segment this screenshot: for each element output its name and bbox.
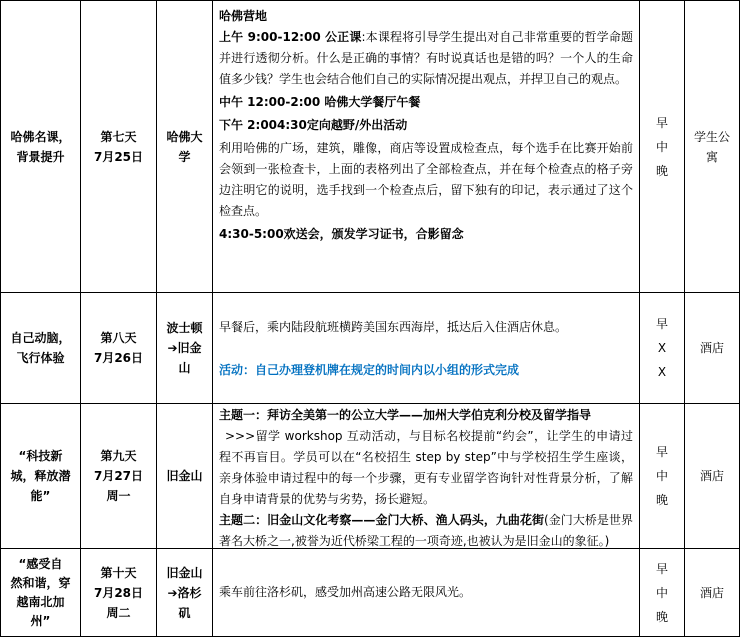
- place-line: 哈佛大: [166, 129, 203, 144]
- meal-lunch: X: [657, 341, 667, 355]
- morning-session: [219, 27, 633, 90]
- content-cell: [219, 6, 633, 245]
- place-line: 波士顿: [166, 321, 203, 335]
- lodging-line: 酒店: [699, 341, 724, 355]
- meal-lunch: 中: [655, 585, 668, 600]
- place-line: 学: [178, 149, 191, 164]
- lodging-cell: [685, 404, 739, 548]
- column-border: [212, 0, 213, 637]
- day-cell: [81, 293, 156, 403]
- place-cell: [157, 293, 212, 403]
- theme-line: 越南北加: [16, 594, 65, 609]
- place-line: 矶: [178, 605, 191, 620]
- content-cell: [219, 582, 633, 603]
- date-label: 7月26日: [93, 351, 144, 365]
- morning-label: 上午 9:00-12:00 公正课: [219, 30, 362, 44]
- place-cell: [157, 549, 212, 636]
- day-label: 第十天: [100, 565, 137, 580]
- date-label: 7月28日: [93, 585, 144, 600]
- meals-cell: [640, 1, 684, 292]
- meal-dinner: 晚: [655, 609, 668, 624]
- theme-line: “感受自: [18, 556, 63, 571]
- topic-two: [219, 510, 633, 552]
- topic-one-title: 主题一：拜访全美第一的公立大学——加州大学伯克利分校及留学指导: [219, 408, 592, 422]
- content-text: 乘车前往洛杉矶，感受加州高速公路无限风光。: [219, 585, 472, 599]
- meals-cell: [640, 404, 684, 548]
- lodging-line: 学生公: [693, 129, 730, 144]
- meal-breakfast: 早: [655, 115, 668, 130]
- afternoon-text: 利用哈佛的广场，建筑，雕像，商店等设置成检查点，每个选手在比赛开始前会领到一张检查卡，上面的表格列出了全部检查点，并在每个检查点的格子旁边注明它的说明，选手找到一个检查点后，留下独有的印记，表示通过了这个检查点。: [219, 141, 633, 218]
- place-line: 旧金山: [166, 565, 203, 580]
- day-label: 第九天: [100, 449, 137, 463]
- lodging-line: 酒店: [699, 469, 724, 483]
- meal-breakfast: 早: [655, 445, 668, 459]
- day-cell: [81, 404, 156, 548]
- meal-lunch: 中: [655, 469, 668, 483]
- meal-lunch: 中: [655, 139, 668, 154]
- place-line: 旧金山: [166, 469, 203, 483]
- theme-line: 能”: [30, 489, 51, 503]
- topic-one-text: >>>留学 workshop 互动活动，与目标名校提前“约会”，让学生的申请过程不再盲目。学员可以在“名校招生 step by step”中与学校招生学生座谈，亲身体验申请过程中的每一个步骤，更有专业留学咨询针对性背景分析，了解自身申请背景的优势与劣势，扬长避短。: [219, 429, 633, 506]
- content-heading: 哈佛营地: [219, 9, 268, 23]
- place-cell: [157, 1, 212, 292]
- day-label: 第七天: [100, 129, 137, 144]
- closing-session: 4:30-5:00欢送会，颁发学习证书，合影留念: [219, 227, 464, 241]
- weekday-label: 周一: [106, 489, 131, 503]
- content-cell: [219, 405, 633, 552]
- place-cell: [157, 404, 212, 548]
- topic-two-text: (金门大桥是世界著名大桥之一,被誉为近代桥梁工程的一项奇迹,也被认为是旧金山的象征。): [219, 513, 633, 548]
- noon-session: 中午 12:00-2:00 哈佛大学餐厅午餐: [219, 95, 421, 109]
- theme-line: 州”: [30, 613, 51, 628]
- meal-dinner: X: [657, 365, 667, 379]
- lodging-line: 酒店: [699, 585, 724, 600]
- theme-line: “科技新: [18, 449, 63, 463]
- theme-line: 飞行体验: [16, 351, 65, 365]
- place-line: ➔旧金: [167, 341, 202, 355]
- afternoon-session: 下午 2:004:30定向越野/外出活动: [219, 118, 408, 132]
- theme-line: 城，释放潜: [10, 469, 71, 483]
- theme-line: 哈佛名课，: [10, 129, 71, 144]
- theme-line: 自己动脑，: [10, 331, 71, 345]
- day-label: 第八天: [100, 331, 137, 345]
- content-text: 早餐后，乘内陆段航班横跨美国东西海岸，抵达后入住酒店休息。: [219, 320, 568, 334]
- theme-cell: [1, 404, 80, 548]
- place-line: ➔洛杉: [167, 585, 202, 600]
- day-cell: [81, 549, 156, 636]
- lodging-line: 寓: [705, 149, 718, 164]
- meal-dinner: 晚: [655, 163, 668, 178]
- date-label: 7月27日: [93, 469, 144, 483]
- theme-cell: [1, 1, 80, 292]
- place-line: 山: [178, 361, 191, 375]
- meals-cell: [640, 549, 684, 636]
- topic-two-title: 主题二：旧金山文化考察——金门大桥、渔人码头，九曲花街: [219, 513, 545, 527]
- morning-text: :本课程将引导学生提出对自己非常重要的哲学命题并进行透彻分析。什么是正确的事情？有时说真话也是错的吗？一个人的生命值多少钱？学生也会结合他们自己的实际情况提出观点，并捍卫自己的观点。: [219, 30, 633, 86]
- weekday-label: 周二: [106, 605, 131, 620]
- theme-line: 背景提升: [16, 149, 65, 164]
- meals-cell: [640, 293, 684, 403]
- lodging-cell: [685, 549, 739, 636]
- meal-dinner: 晚: [655, 493, 668, 507]
- meal-breakfast: 早: [655, 317, 668, 331]
- theme-cell: [1, 293, 80, 403]
- day-cell: [81, 1, 156, 292]
- date-label: 7月25日: [93, 149, 144, 164]
- theme-cell: [1, 549, 80, 636]
- activity-note: 活动：自己办理登机牌在规定的时间内以小组的形式完成: [219, 363, 520, 377]
- content-cell: [219, 317, 633, 381]
- lodging-cell: [685, 293, 739, 403]
- meal-breakfast: 早: [655, 561, 668, 576]
- lodging-cell: [685, 1, 739, 292]
- theme-line: 然和谐，穿: [10, 575, 71, 590]
